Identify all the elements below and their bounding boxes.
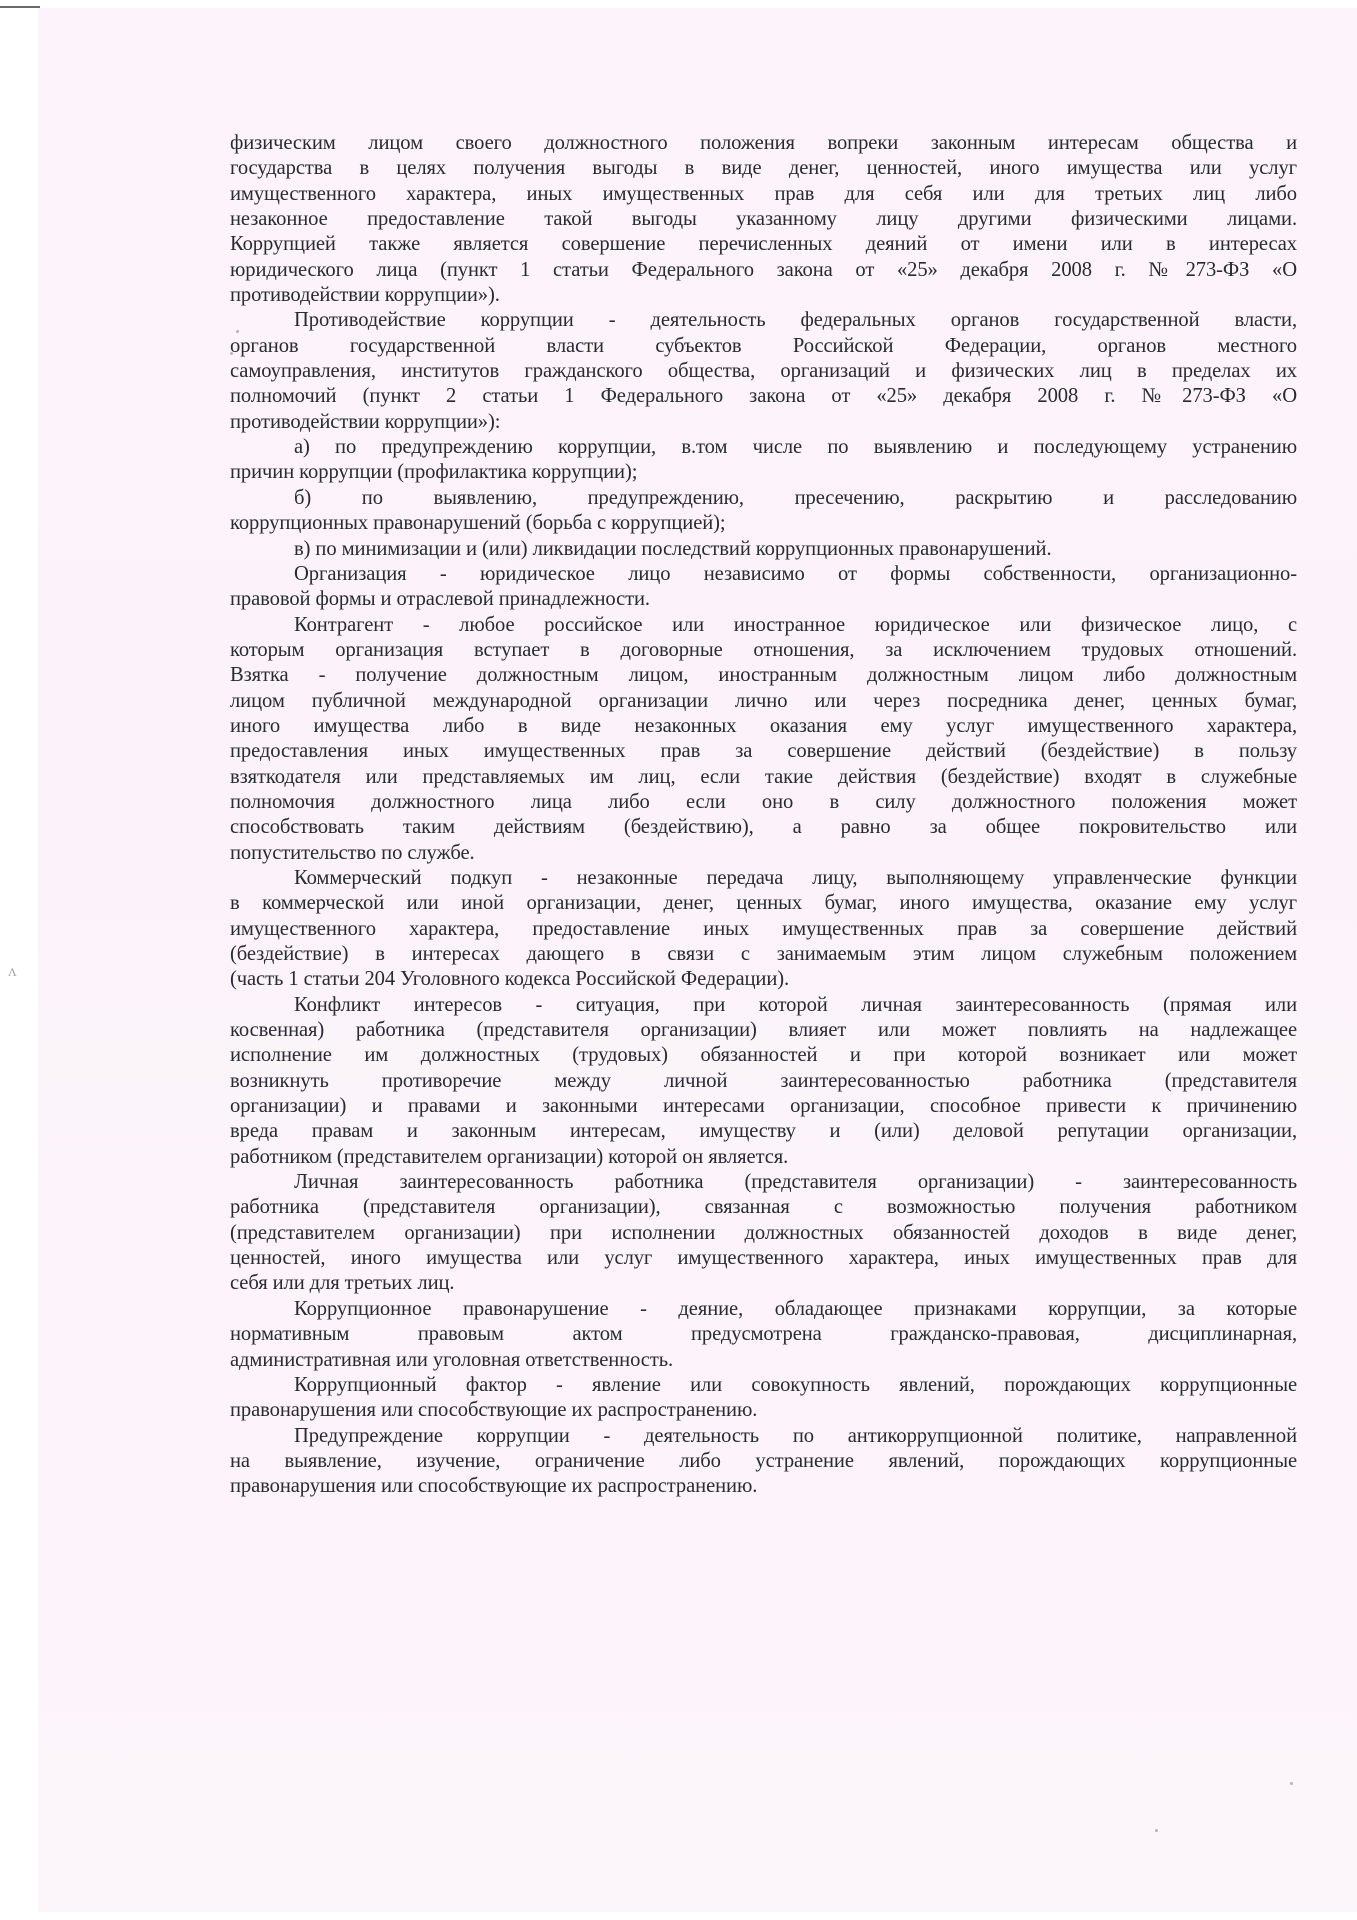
text-line: (представителем организации) при исполнении должностных обязанностей доходов в виде денег, — [230, 1221, 1297, 1244]
text-line: полномочия должностного лица либо если оно в силу должностного положения может — [230, 790, 1297, 813]
text-line: полномочий (пункт 2 статьи 1 Федерального закона от «25» декабря 2008 г. №273-ФЗ «О — [230, 385, 1297, 408]
document-body — [230, 131, 1297, 1500]
text-line: иного имущества либо в виде незаконных оказания ему услуг имущественного характера, — [230, 714, 1297, 737]
text-line: государства в целях получения выгоды в виде денег, ценностей, иного имущества или услуг — [230, 157, 1297, 180]
text-line: имущественного характера, предоставление иных имущественных прав за совершение действий — [230, 917, 1297, 940]
text-line: административная или уголовная ответственность. — [230, 1348, 674, 1371]
text-line: а) по предупреждению коррупции, в.том числе по выявлению и последующему устранению — [294, 436, 1297, 459]
text-line: возникнуть противоречие между личной заинтересованностью работника (представителя — [230, 1069, 1297, 1092]
scan-edge-mark — [0, 6, 40, 8]
text-line: Личная заинтересованность работника (представителя организации) - заинтересованность — [294, 1171, 1297, 1194]
text-line: (бездействие) в интересах дающего в связи с занимаемым этим лицом служебным положением — [230, 943, 1297, 965]
text-line: правовой формы и отраслевой принадлежности. — [230, 588, 650, 611]
speck — [1290, 1782, 1293, 1785]
text-line: Предупреждение коррупции - деятельность по антикоррупционной политике, направленной — [294, 1424, 1297, 1447]
text-line: правонарушения или способствующие их распространению. — [230, 1475, 758, 1498]
margin-mark: Λ — [8, 965, 17, 979]
text-line: правонарушения или способствующие их распространению. — [230, 1399, 758, 1422]
text-line: предоставления иных имущественных прав за совершение действий (бездействие) в пользу — [230, 740, 1297, 763]
text-line: исполнение им должностных (трудовых) обязанностей и при которой возникает или может — [230, 1044, 1297, 1067]
text-line: вреда правам и законным интересам, имуществу и (или) деловой репутации организации, — [230, 1120, 1297, 1143]
text-line: лицом публичной международной организации лично или через посредника денег, ценных бумаг, — [230, 689, 1297, 712]
text-line: в коммерческой или иной организации, денег, ценных бумаг, иного имущества, оказание ему услуг — [230, 892, 1297, 915]
text-line: нормативным правовым актом предусмотрена гражданско-правовая, дисциплинарная, — [230, 1323, 1297, 1346]
text-line: Коррупционный фактор - явление или совокупность явлений, порождающих коррупционные — [294, 1373, 1297, 1396]
text-line: противодействии коррупции»): — [230, 410, 501, 433]
text-line: Коммерческий подкуп - незаконные передача лицу, выполняющему управленческие функции — [294, 866, 1297, 889]
text-line: взяткодателя или представляемых им лиц, если такие действия (бездействие) входят в служебные — [230, 765, 1297, 788]
text-line: органов государственной власти субъектов Российской Федерации, органов местного — [230, 334, 1297, 357]
text-line: организации) и правами и законными интересами организации, способное привести к причинению — [230, 1095, 1297, 1118]
text-line: противодействии коррупции»). — [230, 284, 500, 307]
text-line: в) по минимизации и (или) ликвидации последствий коррупционных правонарушений. — [294, 537, 1052, 560]
text-line: причин коррупции (профилактика коррупции); — [230, 461, 638, 484]
text-line: юридического лица (пункт 1 статьи Федерального закона от «25» декабря 2008 г. №273-ФЗ «О — [230, 258, 1297, 281]
text-line: на выявление, изучение, ограничение либо устранение явлений, порождающих коррупционные — [230, 1449, 1297, 1472]
text-line: Коррупционное правонарушение - деяние, обладающее признаками коррупции, за которые — [294, 1297, 1297, 1320]
text-line: Противодействие коррупции - деятельность федеральных органов государственной власти, — [294, 309, 1297, 332]
text-line: попустительство по службе. — [230, 841, 475, 864]
text-line: Взятка - получение должностным лицом, иностранным должностным лицом либо должностным — [230, 664, 1297, 687]
text-line: самоуправления, институтов гражданского общества, организаций и физических лиц в пределах их — [230, 360, 1297, 383]
text-line: ценностей, иного имущества или услуг имущественного характера, иных имущественных прав для — [230, 1247, 1297, 1270]
text-line: работником (представителем организации) которой он является. — [230, 1145, 789, 1168]
text-line: Контрагент - любое российское или иностранное юридическое или физическое лицо, с — [294, 613, 1297, 636]
text-line: Коррупцией также является совершение перечисленных деяний от имени или в интересах — [230, 233, 1297, 256]
text-line: работника (представителя организации), связанная с возможностью получения работником — [230, 1196, 1297, 1219]
text-line: б) по выявлению, предупреждению, пресечению, раскрытию и расследованию — [294, 486, 1297, 509]
text-line: способствовать таким действиям (бездействию), а равно за общее покровительство или — [230, 816, 1297, 839]
text-line: незаконное предоставление такой выгоды указанному лицу другими физическими лицами. — [230, 208, 1297, 231]
text-line: Организация - юридическое лицо независимо от формы собственности, организационно- — [294, 562, 1297, 585]
text-line: коррупционных правонарушений (борьба с коррупцией); — [230, 512, 726, 535]
speck — [1155, 1829, 1158, 1832]
text-line: имущественного характера, иных имущественных прав для себя или для третьих лиц либо — [230, 182, 1297, 205]
text-line: (часть 1 статьи 204 Уголовного кодекса Российской Федерации). — [230, 968, 790, 991]
text-line: Конфликт интересов - ситуация, при которой личная заинтересованность (прямая или — [294, 993, 1297, 1016]
text-line: косвенная) работника (представителя организации) влияет или может повлиять на надлежащее — [230, 1019, 1297, 1042]
text-line: которым организация вступает в договорные отношения, за исключением трудовых отношений. — [230, 638, 1297, 661]
text-line: себя или для третьих лиц. — [230, 1272, 455, 1295]
text-line: физическим лицом своего должностного положения вопреки законным интересам общества и — [230, 132, 1297, 154]
